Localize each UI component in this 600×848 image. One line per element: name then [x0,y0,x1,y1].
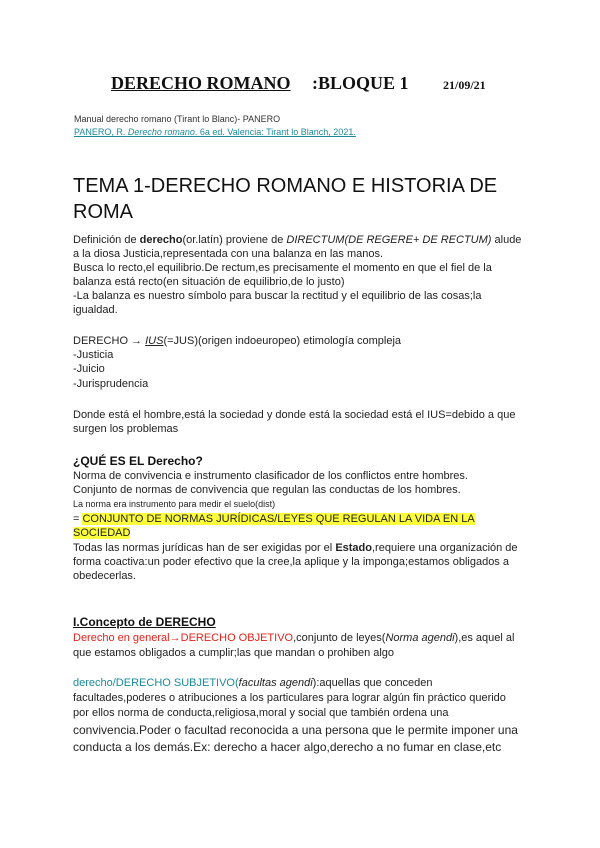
tema-heading-line1: TEMA 1-DERECHO ROMANO E HISTORIA DE [73,175,498,197]
def-text: alude [491,234,522,246]
que-es-line2: Conjunto de normas de convivencia que regulan las conductas de los hombres. [73,484,461,496]
reference-author: PANERO, R. [74,127,128,137]
def-italic: DIRECTUM(DE REGERE+ DE RECTUM) [286,234,492,246]
reference-title: Derecho romano [127,127,195,137]
def-bold: derecho [139,234,183,246]
obj-text: ,conjunto de leyes( [293,632,386,644]
que-es-line4: forma coactiva:un poder efectivo que la cree,la aplique y la imponga;estamos obligados a [73,556,509,568]
que-es-line1: Norma de convivencia e instrumento clasificador de los conflictos entre hombres. [73,470,468,482]
subjetivo-line3: por ellos norma de conducta,religiosa,moral y social que también ordena una [73,707,449,719]
definicion-line3: Busca lo recto,el equilibrio.De rectum,es precisamente el momento en que el fiel de la [73,262,492,274]
ius-item-jurisprudencia: -Jurisprudencia [73,378,149,390]
tema-heading-line2: ROMA [73,201,133,223]
definicion-line5: -La balanza es nuestro símbolo para buscar la rectitud y el equilibrio de las cosas;la [73,290,482,302]
concepto-heading: I.Concepto de DERECHO [73,615,216,629]
def-text: (or.latín) proviene de [182,234,287,246]
reference-link[interactable] [74,127,356,137]
subjetivo-line1 [73,677,433,689]
qe-text: Todas las normas jurídicas han de ser exigidas por el [73,542,336,554]
objetivo-line2: que estamos obligados a cumplir;las que mandan o prohiben algo [73,647,395,659]
objetivo-term: Derecho en general→DERECHO OBJETIVO [73,632,294,644]
highlighted-text: CONJUNTO DE NORMAS JURÍDICAS/LEYES QUE REGULAN LA VIDA EN LA [82,513,475,525]
qe-text: ,requiere una organización de [372,542,518,554]
ius-item-justicia: -Justicia [73,349,114,361]
qe-bold: Estado [335,542,372,554]
subjetivo-line5: conducta a los demás.Ex: derecho a hacer algo,derecho a no fumar en clase,etc [73,740,502,754]
highlight-line1 [73,513,475,525]
obj-italic: Norma agendi [385,632,455,644]
manual-line: Manual derecho romano (Tirant lo Blanc)- PANERO [74,114,281,124]
definicion-line4: balanza está recto(en situación de equilibrio,de lo justo) [73,276,345,288]
equals-prefix: = [73,513,83,525]
que-es-line3 [73,542,518,554]
que-es-note: La norma era instrumento para medir el suelo(dist) [73,499,276,509]
bloque-label: :BLOQUE 1 [312,73,409,93]
ius-text: (=JUS)(origen indoeuropeo) etimología compleja [163,335,402,347]
ius-line [73,335,401,347]
hombre-line1: Donde está el hombre,está la sociedad y donde está la sociedad está el IUS=debido a que [73,409,516,421]
ius-item-juicio: -Juicio [73,363,105,375]
def-text: Definición de [73,234,140,246]
obj-text: ),es aquel al [454,632,515,644]
ius-text: DERECHO → [73,335,146,347]
reference-publisher: . 6a ed. Valencia: Tirant lo Blanch, 2021. [194,127,356,137]
definicion-line6: igualdad. [73,304,118,316]
subjetivo-line2: facultades,poderes o atribuciones a los particulares para lograr algún fin práctico querido [73,692,506,704]
que-es-heading: ¿QUÉ ES EL Derecho? [73,454,203,468]
hombre-line2: surgen los problemas [73,423,179,435]
definicion-line1 [73,234,521,246]
ius-term: IUS [145,335,164,347]
date-label: 21/09/21 [443,78,486,92]
subjetivo-term: derecho/DERECHO SUBJETIVO( [73,677,239,689]
sub-italic: facultas agendi [238,677,313,689]
que-es-line5: obedecerlas. [73,570,136,582]
subjetivo-line4: convivencia.Poder o facultad reconocida a una persona que le permite imponer una [73,723,518,737]
document-title: DERECHO ROMANO [111,73,291,93]
highlighted-text: SOCIEDAD [73,527,131,539]
objetivo-line1 [73,632,514,644]
definicion-line2: a la diosa Justicia,representada con una balanza en las manos. [73,248,384,260]
highlight-line2 [73,527,130,539]
sub-text: ):aquellas que conceden [312,677,433,689]
